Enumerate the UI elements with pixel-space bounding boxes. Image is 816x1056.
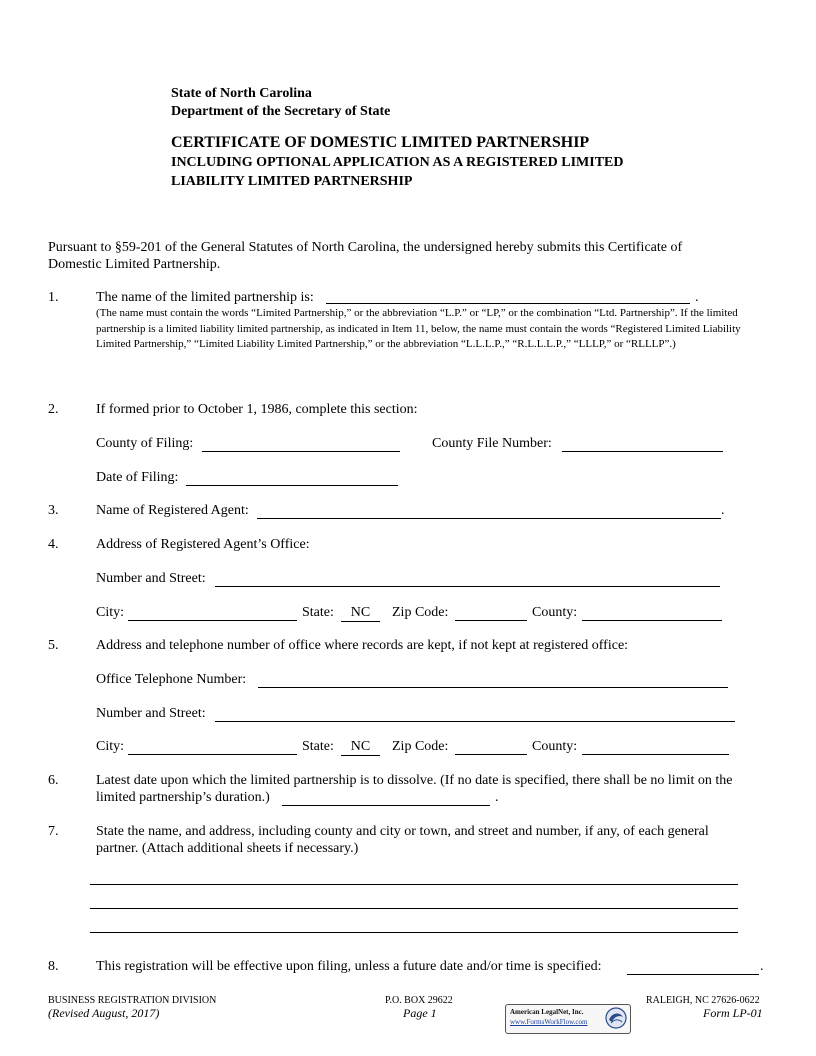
item7-line2: partner. (Attach additional sheets if necessary.) xyxy=(96,841,359,856)
effective-date-field[interactable] xyxy=(627,974,759,975)
agent-zip-field[interactable] xyxy=(455,620,527,621)
records-state-field[interactable]: NC xyxy=(341,739,380,756)
item2-label: If formed prior to October 1, 1986, complete this section: xyxy=(96,402,418,417)
agent-county-field[interactable] xyxy=(582,620,722,621)
footer-address: RALEIGH, NC 27626-0622 xyxy=(646,995,760,1006)
county-of-filing-field[interactable] xyxy=(202,451,400,452)
item3-end: . xyxy=(721,503,725,518)
records-county-label: County: xyxy=(532,739,578,754)
agent-street-field[interactable] xyxy=(215,586,720,587)
agent-state-label: State: xyxy=(302,605,334,620)
partnership-name-field[interactable] xyxy=(326,303,690,304)
item1-number: 1. xyxy=(48,290,59,305)
agent-county-label: County: xyxy=(532,605,578,620)
logo-website[interactable]: www.FormsWorkFlow.com xyxy=(510,1018,588,1026)
records-street-label: Number and Street: xyxy=(96,706,206,721)
intro-line1: Pursuant to §59-201 of the General Statutes of North Carolina, the undersigned hereby submits this Certificate of xyxy=(48,240,683,255)
date-of-filing-field[interactable] xyxy=(186,485,398,486)
item4-number: 4. xyxy=(48,537,59,552)
agent-city-field[interactable] xyxy=(128,620,297,621)
records-zip-label: Zip Code: xyxy=(392,739,449,754)
item4-label: Address of Registered Agent’s Office: xyxy=(96,537,310,552)
records-street-field[interactable] xyxy=(215,721,735,722)
dissolution-date-field[interactable] xyxy=(282,805,490,806)
registered-agent-field[interactable] xyxy=(257,518,721,519)
office-phone-field[interactable] xyxy=(258,687,728,688)
state-name: State of North Carolina xyxy=(171,86,312,101)
county-file-number-label: County File Number: xyxy=(432,436,552,451)
agent-state-field[interactable]: NC xyxy=(341,605,380,622)
item8-number: 8. xyxy=(48,959,59,974)
office-phone-label: Office Telephone Number: xyxy=(96,672,247,687)
item5-number: 5. xyxy=(48,638,59,653)
item1-end: . xyxy=(695,290,699,305)
county-of-filing-label: County of Filing: xyxy=(96,436,194,451)
general-partner-line-1[interactable] xyxy=(90,884,738,885)
item1-label: The name of the limited partnership is: xyxy=(96,290,314,305)
item6-number: 6. xyxy=(48,773,59,788)
item7-number: 7. xyxy=(48,824,59,839)
form-title: CERTIFICATE OF DOMESTIC LIMITED PARTNERSHIP xyxy=(171,134,590,151)
general-partner-line-3[interactable] xyxy=(90,932,738,933)
records-state-label: State: xyxy=(302,739,334,754)
county-file-number-field[interactable] xyxy=(562,451,723,452)
item8-label: This registration will be effective upon filing, unless a future date and/or time is specified: xyxy=(96,959,602,974)
item8-end: . xyxy=(760,959,764,974)
date-of-filing-label: Date of Filing: xyxy=(96,470,179,485)
item3-label: Name of Registered Agent: xyxy=(96,503,249,518)
footer-form-number: Form LP-01 xyxy=(703,1006,763,1020)
item2-number: 2. xyxy=(48,402,59,417)
footer-division: BUSINESS REGISTRATION DIVISION xyxy=(48,995,217,1006)
globe-swirl-icon xyxy=(605,1007,627,1029)
item6-line2: limited partnership’s duration.) xyxy=(96,790,270,805)
item6-end: . xyxy=(495,790,499,805)
agent-zip-label: Zip Code: xyxy=(392,605,449,620)
department-name: Department of the Secretary of State xyxy=(171,104,391,119)
footer-page-number: Page 1 xyxy=(403,1006,437,1020)
item7-line1: State the name, and address, including county and city or town, and street and number, if any, of each general xyxy=(96,824,709,839)
form-subtitle-line2: LIABILITY LIMITED PARTNERSHIP xyxy=(171,174,413,189)
item6-line1: Latest date upon which the limited partnership is to dissolve. (If no date is specified, there shall be no limit on the xyxy=(96,773,733,788)
logo-company-name: American LegalNet, Inc. xyxy=(510,1008,584,1016)
agent-street-label: Number and Street: xyxy=(96,571,206,586)
item5-label: Address and telephone number of office where records are kept, if not kept at registered office: xyxy=(96,638,629,653)
records-city-label: City: xyxy=(96,739,125,754)
records-city-field[interactable] xyxy=(128,754,297,755)
american-legalnet-logo[interactable] xyxy=(505,1004,631,1034)
item3-number: 3. xyxy=(48,503,59,518)
footer-revised: (Revised August, 2017) xyxy=(48,1006,160,1020)
agent-city-label: City: xyxy=(96,605,125,620)
records-zip-field[interactable] xyxy=(455,754,527,755)
intro-line2: Domestic Limited Partnership. xyxy=(48,257,221,272)
records-county-field[interactable] xyxy=(582,754,729,755)
general-partner-line-2[interactable] xyxy=(90,908,738,909)
item1-note: (The name must contain the words “Limited Partnership,” or the abbreviation “L.P.” or “LP,” or the combination “Ltd. Partnership”. If the limited partnership is a limited liability limited partnership, as indicated in Item 11, below, the name must contain the words “Registered Limited Liability Limited Partnership,” “Limited Liability Limited Partnership,” or the abbreviation “L.L.L.P.,” “R.L.L.L.P.,” “LLLP,” or “RLLLP”.) xyxy=(96,307,741,350)
footer-po-box: P.O. BOX 29622 xyxy=(385,995,453,1006)
form-subtitle-line1: INCLUDING OPTIONAL APPLICATION AS A REGISTERED LIMITED xyxy=(171,155,624,170)
